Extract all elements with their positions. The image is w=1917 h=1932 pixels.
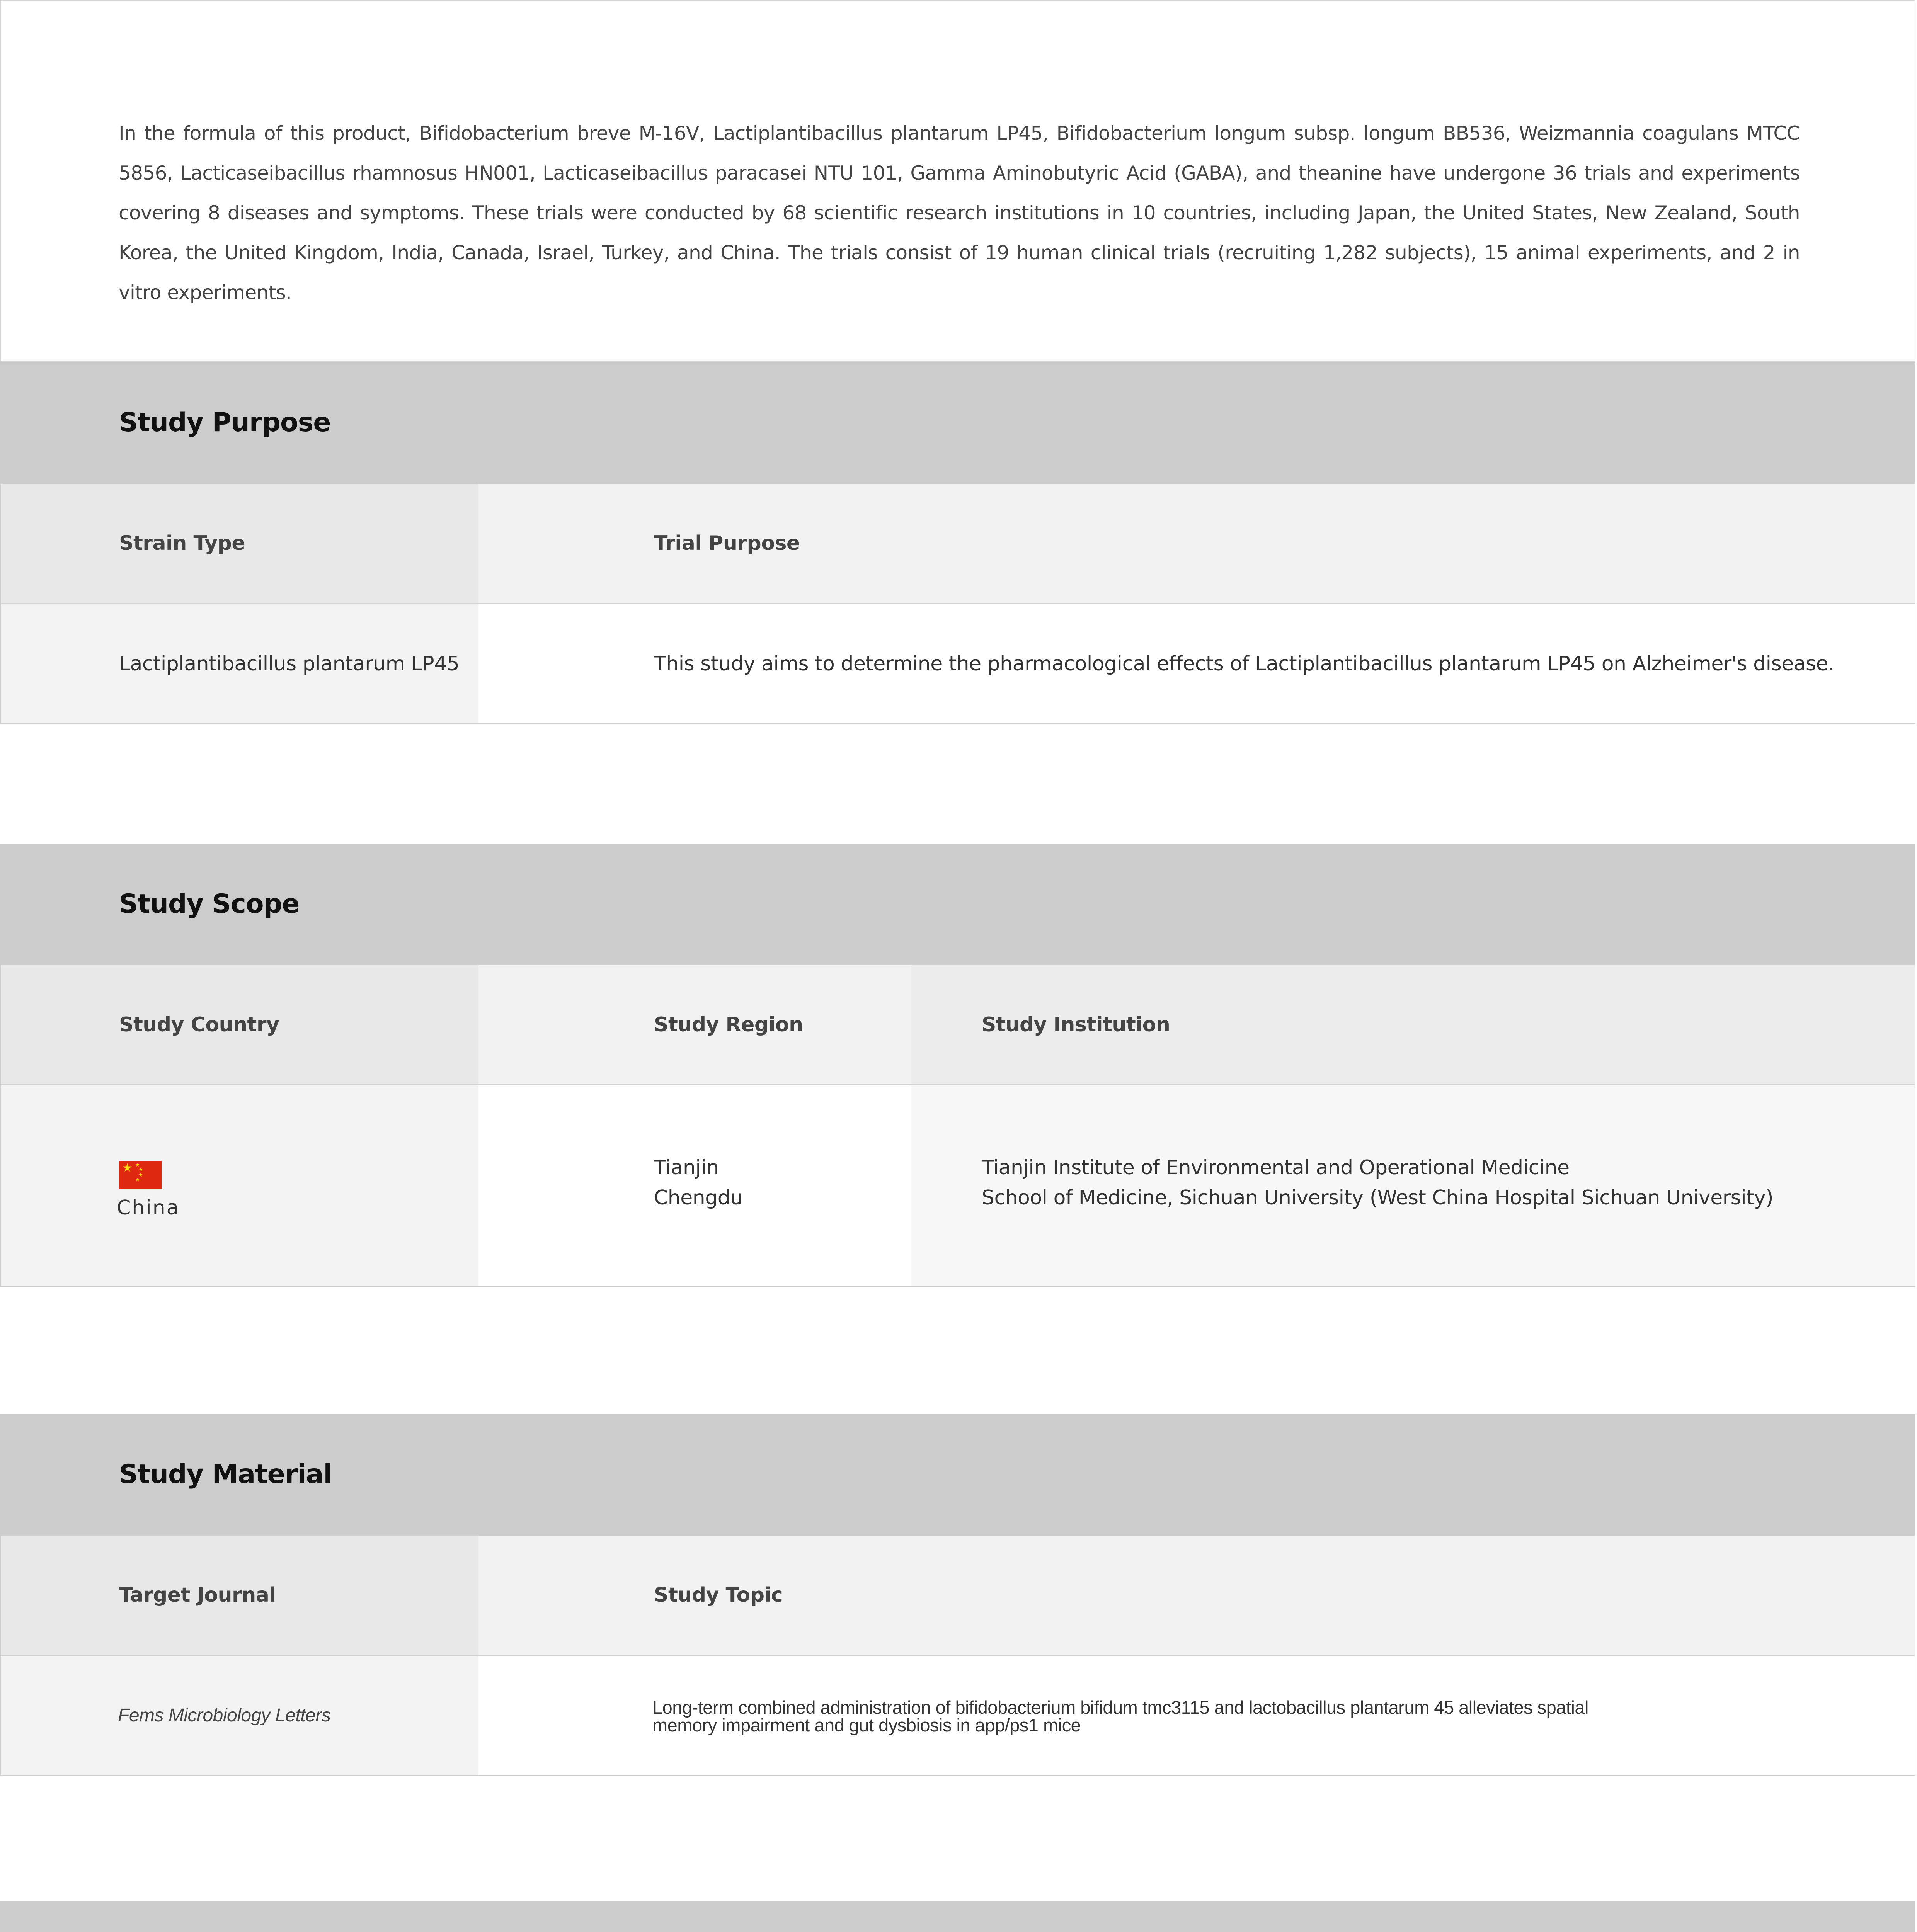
- region-value: Chengdu: [654, 1186, 743, 1209]
- star-icon: ★: [122, 1162, 133, 1174]
- divider: [0, 1084, 1915, 1085]
- institution-value: School of Medicine, Sichuan University (West China Hospital Sichuan University): [982, 1186, 1774, 1209]
- divider: [0, 603, 1915, 604]
- purpose-cell: [478, 604, 1915, 724]
- strain-value: Lactiplantibacillus plantarum LP45: [119, 652, 460, 675]
- journal-value: Fems Microbiology Letters: [118, 1705, 331, 1726]
- data-row: [0, 604, 1915, 724]
- star-icon: ★: [135, 1162, 140, 1168]
- topic-value-line1: Long-term combined administration of bifidobacterium bifidum tmc3115 and lactobacillus plantarum 45 alleviates spatial: [652, 1697, 1588, 1718]
- intro-text: In the formula of this product, Bifidobacterium breve M-16V, Lactiplantibacillus plantarum LP45, Bifidobacterium longum subsp. longum BB536, Weizmannia coagulans MTCC 5856, Lacticaseibacillus rhamnosus HN001, Lacticaseibacillus paracasei NTU 101, Gamma Aminobutyric Acid (GABA), and theanine have undergone 36 trials and experiments covering 8 diseases and symptoms. These trials were conducted by 68 scientific research institutions in 10 countries, including Japan, the United States, New Zealand, South Korea, the United Kingdom, India, Canada, Israel, Turkey, and China. The trials consist of 19 human clinical trials (recruiting 1,282 subjects), 15 animal experiments, and 2 in vitro experiments.: [119, 122, 1800, 304]
- column-header-row: [0, 964, 1915, 1085]
- divider: [0, 1655, 1915, 1656]
- header-study-country: Study Country: [119, 1013, 279, 1036]
- header-cell-region: [478, 964, 911, 1085]
- purpose-value: This study aims to determine the pharmacological effects of Lactiplantibacillus plantarum LP45 on Alzheimer's disease.: [654, 652, 1835, 675]
- header-cell-strain: [0, 483, 478, 604]
- section-header: [0, 844, 1915, 964]
- star-icon: ★: [138, 1172, 143, 1178]
- study-sample-section: [0, 1901, 1915, 1932]
- header-cell-topic: [478, 1535, 1915, 1655]
- section-title: Study Purpose: [119, 407, 331, 438]
- section-header: [0, 1901, 1915, 1932]
- header-target-journal: Target Journal: [119, 1583, 276, 1607]
- country-cell: [0, 1085, 478, 1287]
- data-row: [0, 1655, 1915, 1776]
- topic-value-line2: memory impairment and gut dysbiosis in app/ps1 mice: [652, 1715, 1081, 1735]
- institution-cell: [911, 1085, 1915, 1287]
- header-cell-institution: [911, 964, 1915, 1085]
- header-cell-purpose: [478, 483, 1915, 604]
- study-scope-section: [0, 844, 1915, 1287]
- header-cell-journal: [0, 1535, 478, 1655]
- header-study-topic: Study Topic: [654, 1583, 783, 1607]
- header-study-institution: Study Institution: [982, 1013, 1170, 1036]
- section-header: [0, 1414, 1915, 1535]
- header-strain-type: Strain Type: [119, 532, 245, 555]
- institution-value: Tianjin Institute of Environmental and Operational Medicine: [982, 1156, 1570, 1179]
- study-purpose-section: [0, 362, 1915, 724]
- star-icon: ★: [138, 1167, 143, 1172]
- column-header-row: [0, 483, 1915, 604]
- region-cell: [478, 1085, 911, 1287]
- star-icon: ★: [135, 1177, 140, 1182]
- column-header-row: [0, 1535, 1915, 1655]
- section-title: [119, 1901, 319, 1932]
- header-cell-country: [0, 964, 478, 1085]
- study-material-section: [0, 1414, 1915, 1776]
- section-title: Study Material: [119, 1459, 332, 1490]
- topic-cell: [478, 1655, 1915, 1776]
- intro-panel: [0, 0, 1915, 362]
- strain-cell: [0, 604, 478, 724]
- data-row: [0, 1085, 1915, 1287]
- country-label: China: [117, 1196, 180, 1219]
- header-trial-purpose: Trial Purpose: [654, 532, 800, 555]
- section-header: [0, 362, 1915, 483]
- journal-cell: [0, 1655, 478, 1776]
- header-study-region: Study Region: [654, 1013, 803, 1036]
- china-flag-icon: [119, 1161, 162, 1189]
- section-title: Study Scope: [119, 889, 300, 919]
- region-value: Tianjin: [654, 1156, 719, 1179]
